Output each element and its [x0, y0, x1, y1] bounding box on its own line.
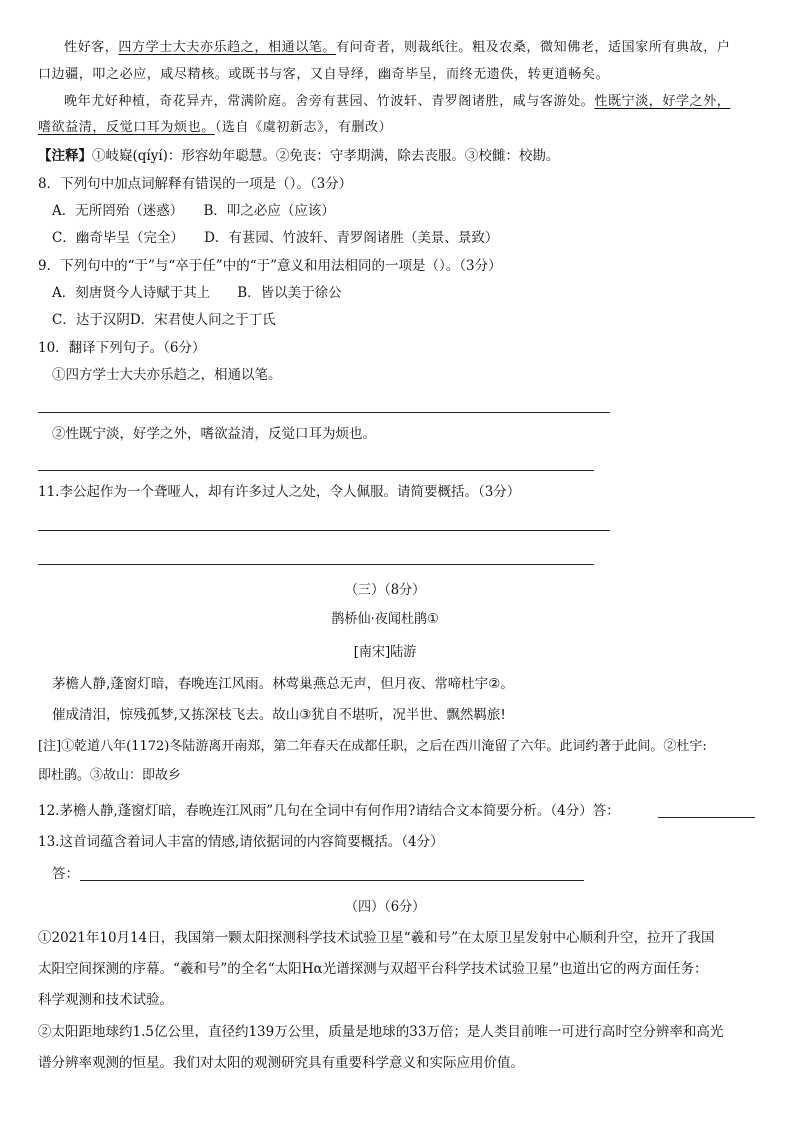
passage-text: 晚年尤好种植，奇花异卉，常满阶庭。舍旁有葚园、竹波轩、青罗阁诸胜，咸与客游处。	[64, 94, 595, 109]
underlined-sentence-2b: 嗜欲益清，反觉口耳为烦也。	[38, 120, 215, 135]
passage-line-1	[64, 38, 730, 58]
passage-line-3	[64, 92, 730, 112]
article-line-1: ①2021年10月14日，我国第一颗太阳探测科学技术试验卫星“羲和号”在太原卫星发射中心顺利升空，拉开了我国	[38, 930, 715, 946]
section-3-heading: （三）（8分）	[344, 582, 426, 598]
passage-line-4	[38, 118, 392, 138]
poem-line-2: 催成清泪，惊残孤梦,又拣深枝飞去。故山③犹自不堪听，况半世、飘然羁旅!	[52, 707, 506, 723]
question-9-options-cd: C．达于汉阴D．宋君使人问之于丁氏	[52, 312, 276, 328]
poem-note-line-2: 即杜鹃。③故山：即故乡	[38, 768, 182, 783]
answer-label: 答：	[52, 866, 79, 882]
article-line-2: 太阳空间探测的序幕。“羲和号”的全名“太阳Hα光谱探测与双超平台科学技术试验卫星”也道出它的两方面任务：	[38, 961, 708, 977]
underlined-sentence-1: 四方学士大夫亦乐趋之，相通以笔。	[118, 40, 337, 55]
passage-line-2: 口边疆，叩之必应，咸尽精核。或既书与客，又自导绎，幽奇毕呈，而终无遗佚，转更逍畅矣。	[38, 67, 610, 82]
question-9-options-ab: A．刻唐贤今人诗赋于其上 B．皆以美于徐公	[52, 285, 342, 301]
question-10-sentence-1: ①四方学士大夫亦乐趋之，相通以笔。	[52, 367, 282, 383]
question-11-stem: 11.李公起作为一个聋哑人，却有许多过人之处，令人佩服。请简要概括。（3分）	[38, 484, 521, 500]
answer-line[interactable]	[38, 412, 610, 413]
poem-title: 鹊桥仙·夜闻杜鹃①	[331, 611, 439, 627]
question-8-options-cd: C．幽奇毕呈（完全） D．有葚园、竹波轩、青罗阁诸胜（美景、景致）	[52, 230, 499, 246]
annotation-line	[38, 146, 559, 166]
article-line-4: ②太阳距地球约1.5亿公里，直径约139万公里，质量是地球的33万倍；是人类目前唯一可进行高时空分辨率和高光	[38, 1024, 724, 1040]
section-4-heading: （四）（6分）	[344, 899, 426, 915]
question-12-stem: 12.茅檐人静,蓬窗灯暗，春晚连江风雨”几句在全词中有何作用?请结合文本简要分析。（4分）答：	[38, 803, 620, 819]
answer-line[interactable]	[658, 817, 755, 818]
answer-line[interactable]	[38, 470, 594, 471]
question-8-options-ab: A．无所罔殆（迷惑） B．叩之必应（应该）	[52, 203, 335, 219]
passage-text: 性好客，	[64, 40, 119, 55]
annotation-text: ①岐嶷(qíyí)：形容幼年聪慧。②免丧：守孝期满，除去丧服。③校雠：校勘。	[92, 148, 560, 164]
answer-line[interactable]	[38, 530, 610, 531]
question-10-sentence-2: ②性既宁淡，好学之外，嗜欲益清，反觉口耳为烦也。	[52, 426, 376, 442]
poem-author: [南宋]陆游	[353, 644, 417, 660]
poem-line-1: 茅檐人静,蓬窗灯暗，春晚连江风雨。林莺巢燕总无声，但月夜、常啼杜宇②。	[52, 676, 514, 692]
poem-note-line-1: [注]①乾道八年(1172)冬陆游离开南郑，第二年春天在成都任职，之后在西川淹留了六年。此词约著于此间。②杜宇:	[38, 739, 707, 754]
article-line-3: 科学观测和技术试验。	[38, 992, 173, 1008]
answer-line[interactable]	[80, 880, 584, 881]
source-citation: （选自《虞初新志》，有删改）	[214, 120, 393, 135]
underlined-sentence-2a: 性既宁淡，好学之外，	[594, 94, 731, 109]
question-10-stem: 10．翻译下列句子。（6分）	[38, 340, 206, 356]
passage-text: 有问奇者，则裁纸往。粗及农桑，微知佛老，适国家所有典故，户	[336, 40, 731, 55]
answer-line[interactable]	[38, 564, 594, 565]
annotation-label: 【注释】	[38, 148, 92, 164]
question-8-stem: 8．下列句中加点词解释有错误的一项是（）。（3分）	[38, 176, 353, 192]
article-line-5: 谱分辨率观测的恒星。我们对太阳的观测研究具有重要科学意义和实际应用价值。	[38, 1055, 524, 1071]
question-13-stem: 13.这首词蕴含着词人丰富的情感,请依据词的内容简要概括。（4分）	[38, 834, 444, 850]
question-9-stem: 9．下列句中的“于”与“卒于任”中的“于”意义和用法相同的一项是（）。（3分）	[38, 258, 502, 274]
